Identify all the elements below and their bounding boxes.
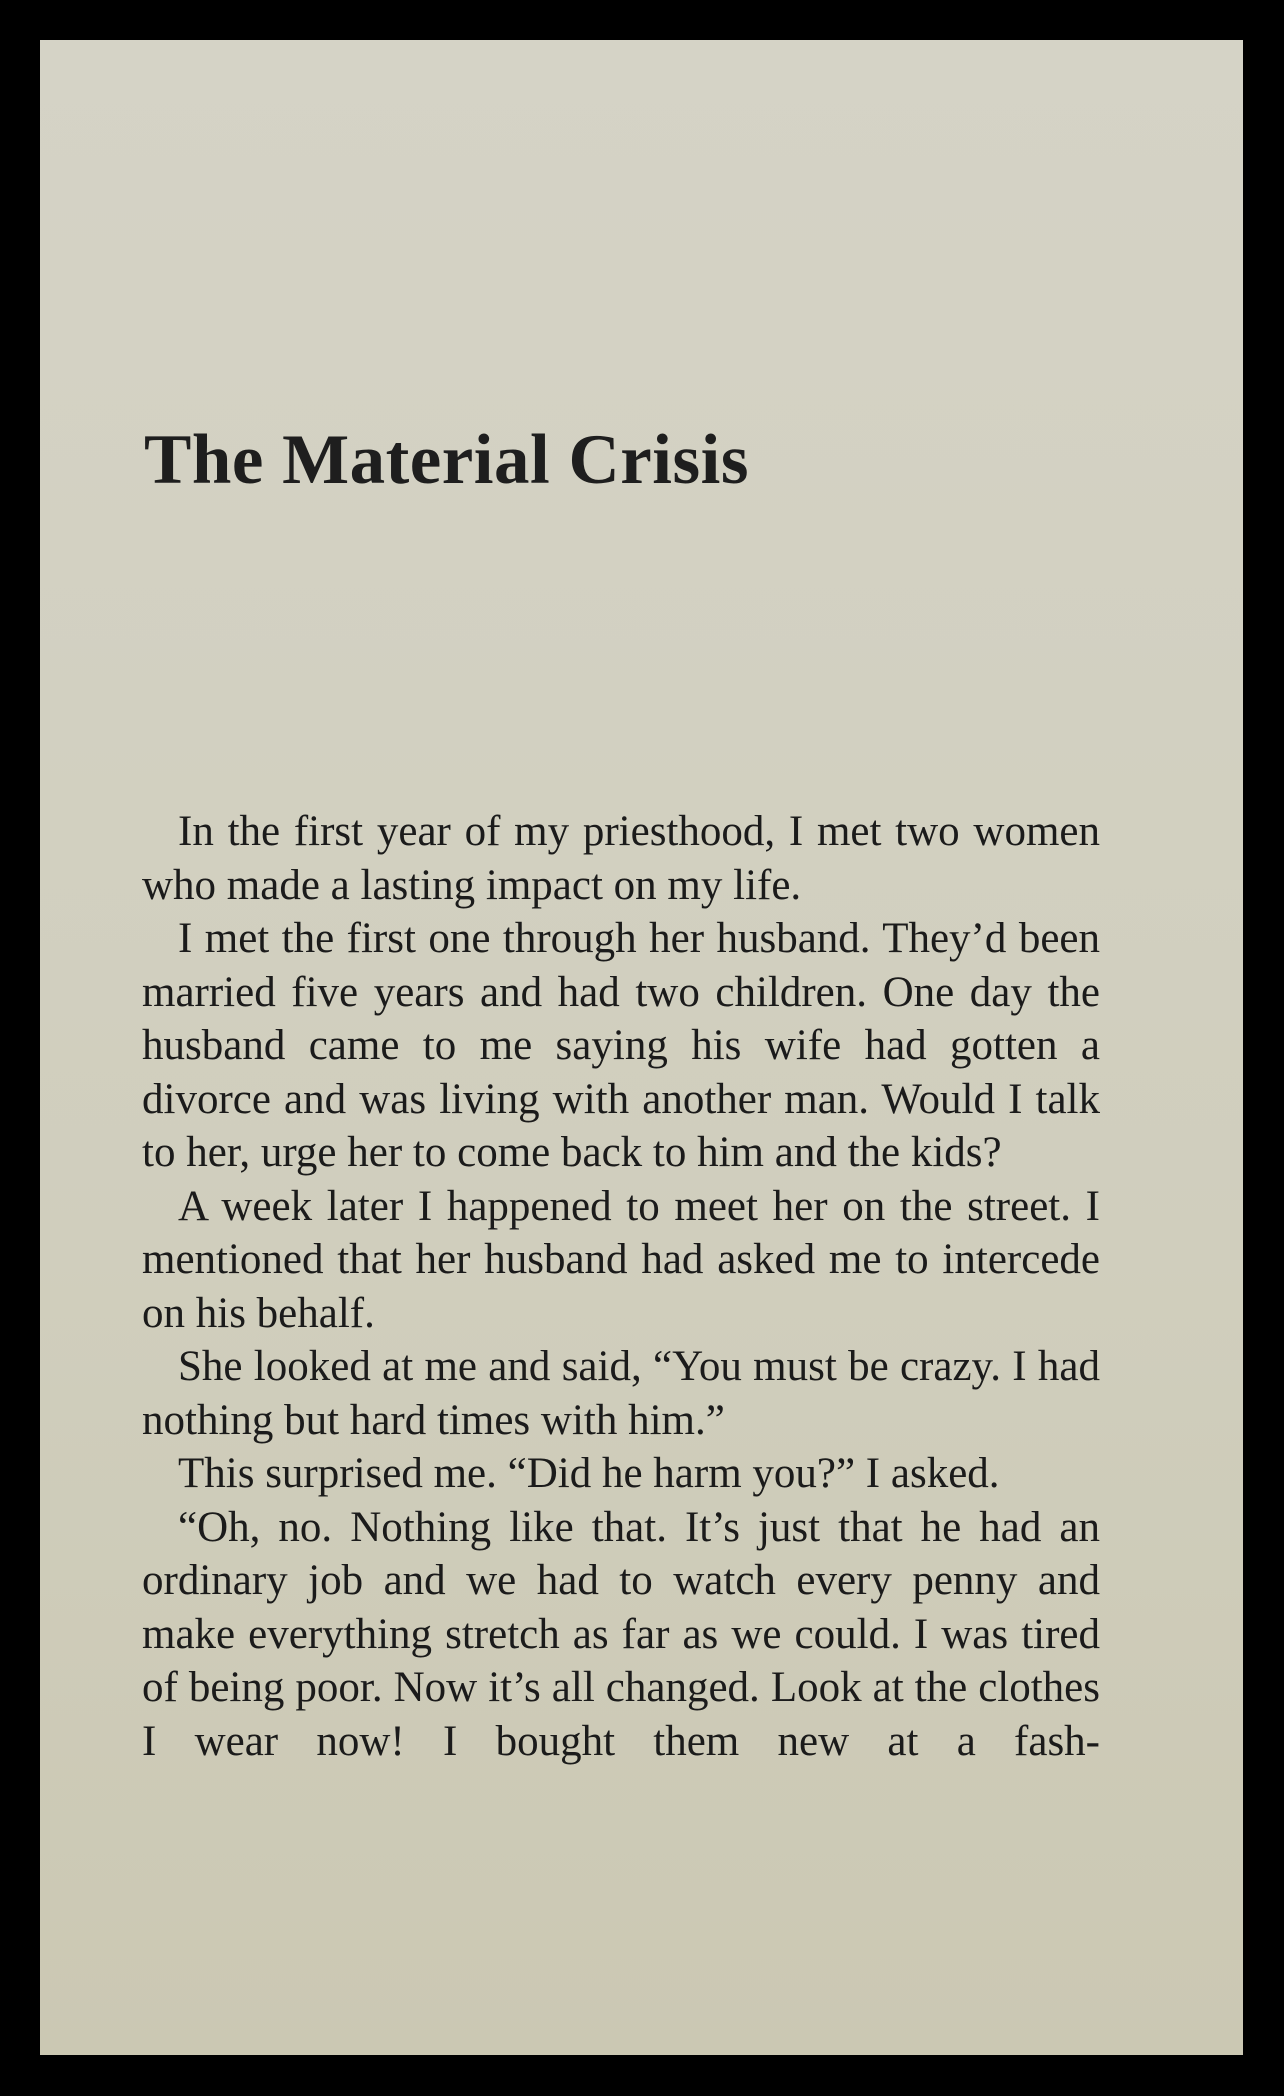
paragraph-5: This surprised me. “Did he harm you?” I asked. bbox=[178, 1450, 1000, 1497]
paragraph-2: I met the first one through her husband. They’d been married five years and had two children. One day the husband came to me saying his wife had gotten a divorce and was living with another man. Would I talk to her, urge her to come back to him and the kids? bbox=[142, 915, 1100, 1176]
paragraph-6: “Oh, no. Nothing like that. It’s just that he had an ordinary job and we had to watch every penny and make everything stretch as far as we could. I was tired of being poor. Now it’s all changed. Look at the clothes I wear now! I bought them new at a fash- bbox=[142, 1503, 1100, 1765]
paragraph-4: She looked at me and said, “You must be crazy. I had nothing but hard times with him.” bbox=[142, 1343, 1100, 1444]
body-text bbox=[142, 805, 1100, 1768]
paragraph-1: In the first year of my priesthood, I met two women who made a lasting impact on my life. bbox=[142, 808, 1100, 909]
chapter-title: The Material Crisis bbox=[144, 421, 749, 499]
paragraph-3: A week later I happened to meet her on the street. I mentioned that her husband had asked me to intercede on his behalf. bbox=[142, 1182, 1100, 1337]
book-page bbox=[40, 40, 1243, 2055]
